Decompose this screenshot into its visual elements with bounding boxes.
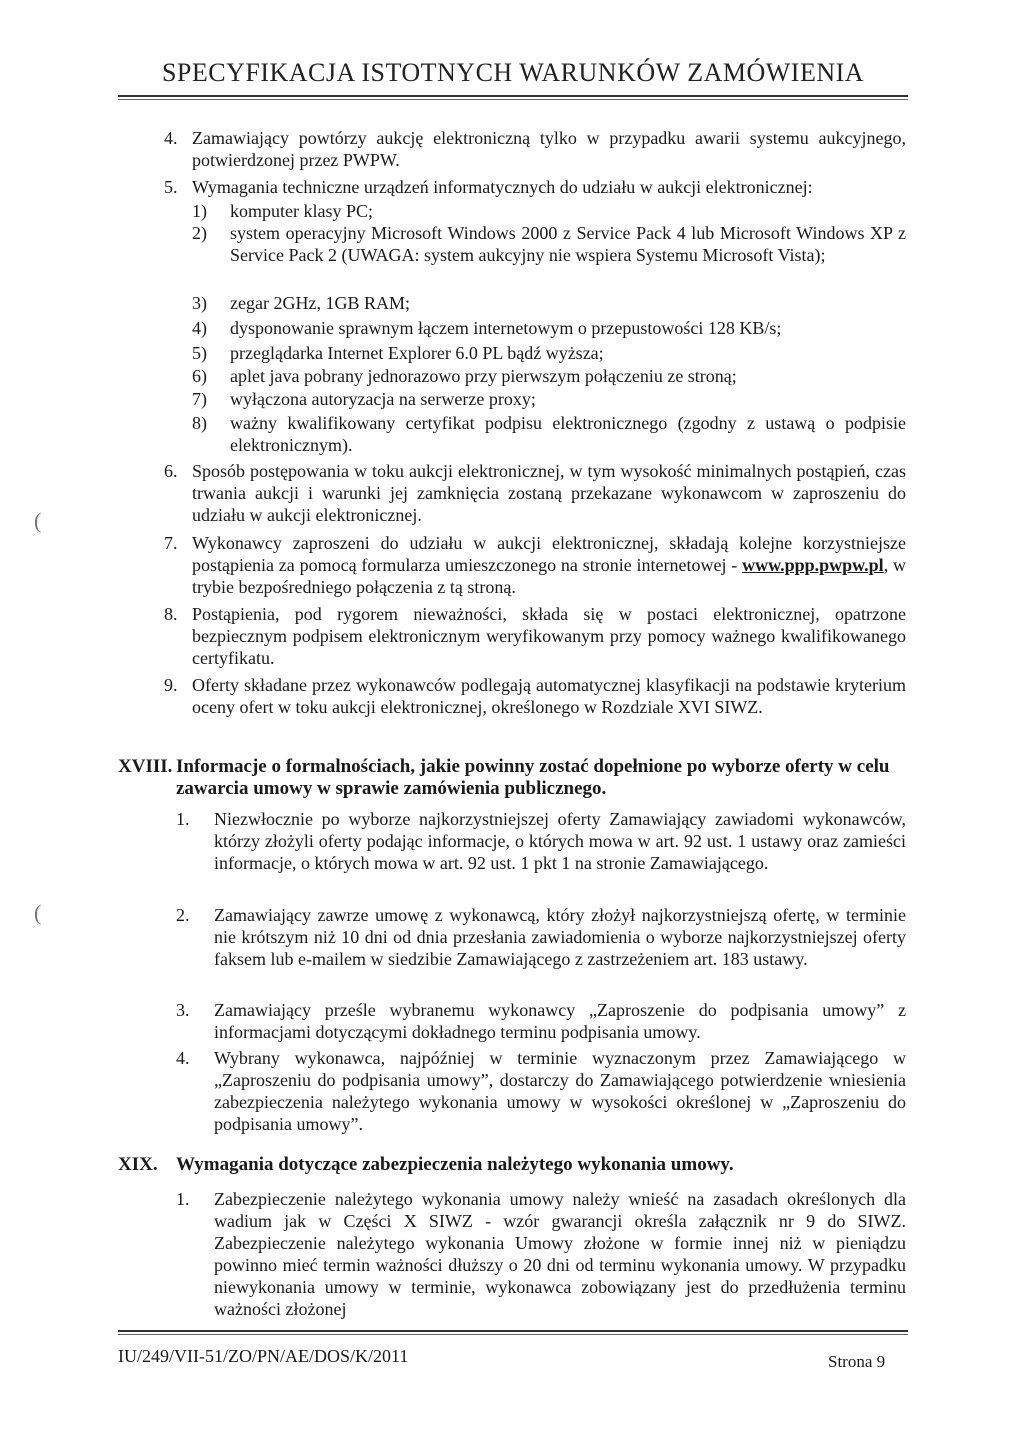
footer-rule (118, 1330, 908, 1332)
list-item-number: 8. (164, 604, 178, 624)
list-item-number: 2. (176, 905, 190, 925)
list-item: Zamawiający powtórzy aukcję elektroniczną tylko w przypadku awarii systemu aukcyjnego, potwierdzonej przez PWPW. (192, 128, 906, 170)
list-item: Niezwłocznie po wyborze najkorzystniejszej oferty Zamawiający zawiadomi wykonawców, którzy złożyli oferty podając informacje, o których mowa w art. 92 ust. 1 ustawy oraz zamieści informacje, o których mowa w art. 92 ust. 1 pkt 1 na stronie Zamawiającego. (214, 809, 906, 873)
footer-rule-thin (118, 1334, 908, 1335)
sublist-item-number: 7) (192, 389, 207, 409)
sublist-item: ważny kwalifikowany certyfikat podpisu elektronicznego (zgodny z ustawą o podpisie elektronicznym). (230, 413, 906, 455)
list-item-number: 6. (164, 461, 178, 481)
list-item (192, 532, 906, 598)
list-item: Wymagania techniczne urządzeń informatycznych do udziału w aukcji elektronicznej: (192, 177, 813, 197)
sublist-item-number: 1) (192, 201, 207, 221)
list-item-number: 5. (164, 177, 178, 197)
margin-mark: ( (34, 900, 42, 925)
list-item: Sposób postępowania w toku aukcji elektronicznej, w tym wysokość minimalnych postąpień, czas trwania aukcji i warunki jej zamknięcia zostaną przekazane wykonawcom w zaproszeniu do udziału w aukcji elektronicznej. (192, 461, 906, 525)
sublist-item: zegar 2GHz, 1GB RAM; (230, 293, 410, 313)
document-id: IU/249/VII-51/ZO/PN/AE/DOS/K/2011 (118, 1346, 409, 1366)
section-number: XVIII. (118, 756, 173, 777)
list-item-text: , w trybie bezpośredniego połączenia z tą stroną. (192, 555, 907, 597)
sublist-item-number: 4) (192, 318, 207, 338)
list-item: Wybrany wykonawca, najpóźniej w terminie wyznaczonym przez Zamawiającego w „Zaproszeniu do podpisania umowy”, dostarczy do Zamawiającego potwierdzenie wniesienia zabezpieczenia należytego wykonania umowy w wysokości określonej w „Zaproszeniu do podpisania umowy”. (214, 1048, 906, 1134)
sublist-item: aplet java pobrany jednorazowo przy pierwszym połączeniu ze stroną; (230, 366, 737, 386)
section-heading: Informacje o formalnościach, jakie powinny zostać dopełnione po wyborze oferty w celu zawarcia umowy w sprawie zamówienia publicznego. (176, 756, 890, 799)
margin-mark: ( (34, 508, 42, 533)
sublist-item-number: 3) (192, 293, 207, 313)
list-item: Zabezpieczenie należytego wykonania umowy należy wnieść na zasadach określonych dla wadium jak w Części X SIWZ - wzór gwarancji określa załącznik nr 9 do SIWZ. Zabezpieczenie należytego wykonania Umowy złożone w formie innej niż w pieniądzu powinno mieć termin ważności dłuższy o 20 dni od terminu wykonania umowy. W przypadku niewykonania umowy w terminie, wykonawca zobowiązany jest do przedłużenia terminu ważności złożonej (214, 1189, 906, 1319)
sublist-item-number: 5) (192, 343, 207, 363)
sublist-item: system operacyjny Microsoft Windows 2000 z Service Pack 4 lub Microsoft Windows XP z Service Pack 2 (UWAGA: system aukcyjny nie wspiera Systemu Microsoft Vista); (230, 223, 906, 265)
page-number: Strona 9 (828, 1352, 886, 1371)
list-item: Zamawiający prześle wybranemu wykonawcy „Zaproszenie do podpisania umowy” z informacjami dotyczącymi dokładnego terminu podpisania umowy. (214, 1000, 906, 1042)
sublist-item: dysponowanie sprawnym łączem internetowym o przepustowości 128 KB/s; (230, 318, 782, 338)
page-header-title: SPECYFIKACJA ISTOTNYCH WARUNKÓW ZAMÓWIENIA (161, 58, 865, 87)
list-item-number: 3. (176, 1000, 190, 1020)
list-item: Zamawiający zawrze umowę z wykonawcą, który złożył najkorzystniejszą ofertę, w terminie nie krótszym niż 10 dni od dnia przesłania zawiadomienia o wyborze najkorzystniejszej oferty faksem lub e-mailem w siedzibie Zamawiającego z zastrzeżeniem art. 183 ustawy. (214, 905, 906, 969)
list-item-number: 4. (176, 1048, 190, 1068)
sublist-item: wyłączona autoryzacja na serwerze proxy; (230, 389, 536, 409)
list-item-number: 1. (176, 809, 190, 829)
sublist-item-number: 6) (192, 366, 207, 386)
sublist-item-number: 8) (192, 413, 207, 433)
list-item-number: 7. (164, 533, 178, 553)
website-link[interactable]: www.ppp.pwpw.pl (742, 555, 884, 575)
list-item: Oferty składane przez wykonawców podlegają automatycznej klasyfikacji na podstawie kryterium oceny ofert w toku aukcji elektronicznej, określonego w Rozdziale XVI SIWZ. (192, 675, 906, 717)
sublist-item: komputer klasy PC; (230, 201, 373, 221)
list-item-number: 4. (164, 128, 178, 148)
list-item-number: 9. (164, 675, 178, 695)
list-item-number: 1. (176, 1189, 190, 1209)
sublist-item-number: 2) (192, 223, 207, 243)
sublist-item: przeglądarka Internet Explorer 6.0 PL bądź wyższa; (230, 343, 604, 363)
list-item-text: Wykonawcy zaproszeni do udziału w aukcji elektronicznej, składają kolejne korzystniejsze postąpienia za pomocą formularza umieszczonego na stronie internetowej - (192, 533, 906, 575)
section-number: XIX. (118, 1154, 158, 1175)
list-item: Postąpienia, pod rygorem nieważności, składa się w postaci elektronicznej, opatrzone bezpiecznym podpisem elektronicznym weryfikowanym przy pomocy ważnego kwalifikowanego certyfikatu. (192, 604, 906, 668)
section-heading: Wymagania dotyczące zabezpieczenia należytego wykonania umowy. (176, 1154, 734, 1175)
